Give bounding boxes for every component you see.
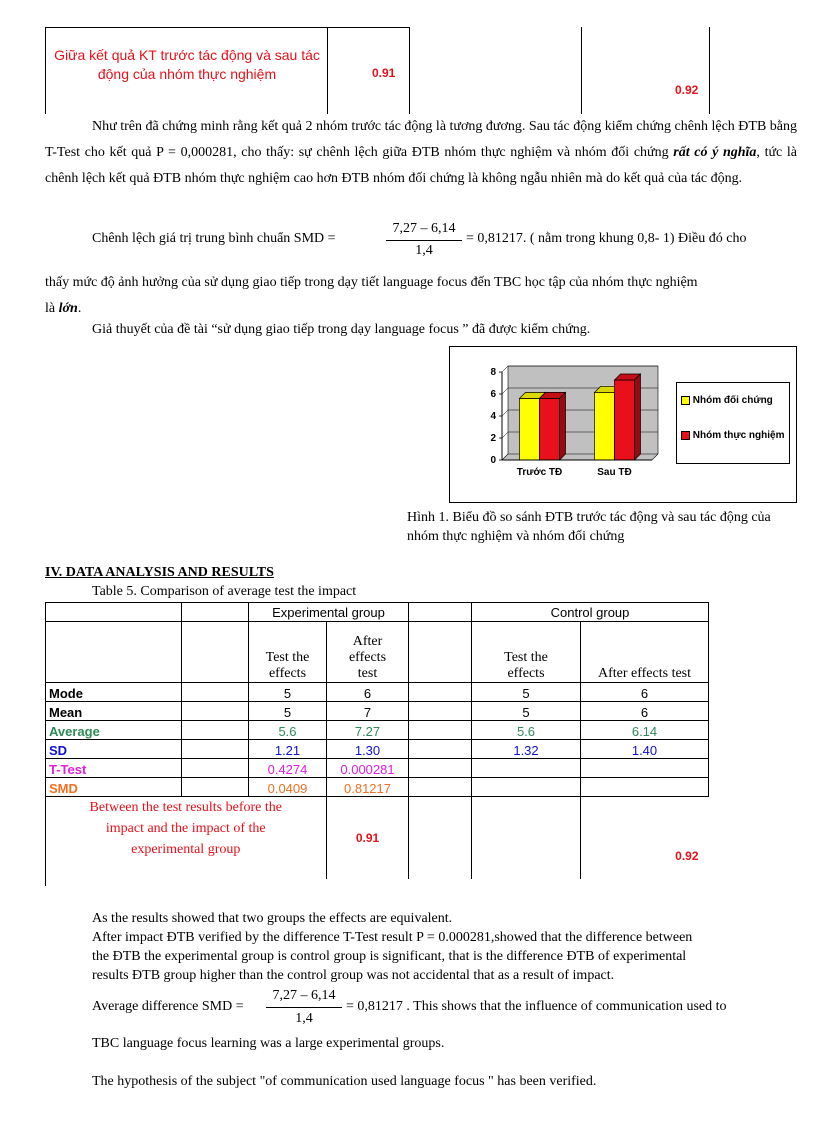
table-row-summary: [46, 797, 709, 880]
chart-categories: [517, 467, 632, 478]
en-line-5: TBC language focus learning was a large experimental groups.: [92, 1036, 445, 1051]
legend-label-control: Nhóm đối chứng: [692, 395, 773, 406]
header-ctrl-before: Test the effects: [472, 622, 581, 683]
en-smd-suffix: = 0,81217 . This shows that the influence of communication used to: [346, 999, 727, 1014]
chart-legend: [676, 382, 790, 464]
vn-p1-rest: , tức là chênh lệch kết quả ĐTB nhóm thực nghiệm cao hơn ĐTB nhóm đối chứng là không ngẫu nhiên mà do kết quả của tác động.: [45, 145, 797, 186]
bar-front: [520, 398, 540, 460]
vn-smd-prefix: Chênh lệch giá trị trung bình chuẩn SMD =: [92, 231, 336, 246]
y-tick-label: 6: [490, 389, 496, 400]
y-tick-label: 2: [490, 433, 496, 444]
y-tick-label: 4: [490, 411, 496, 422]
vn-paragraph-1: [45, 114, 797, 192]
vn-smd-suffix: = 0,81217. ( nằm trong khung 0,8- 1) Điều đó cho: [466, 231, 747, 246]
summary-exp-value: 0.91: [327, 797, 409, 880]
en-frac-numerator: 7,27 – 6,14: [272, 988, 336, 1003]
bar-side: [560, 392, 566, 460]
header-control-group: Control group: [472, 603, 709, 622]
figure-caption: Hình 1. Biểu đồ so sánh ĐTB trước tác động và sau tác động của nhóm thực nghiệm và nhóm đối chứng: [407, 510, 771, 544]
top-table-label: Giữa kết quả KT trước tác động và sau tác động của nhóm thực nghiệm: [54, 47, 320, 82]
header-exp-after: After effects test: [327, 622, 409, 683]
vn-p2-emphasis: lớn: [58, 301, 78, 316]
y-tick-label: 8: [490, 367, 496, 378]
table-row: SD 1.21 1.30 1.32 1.40: [46, 740, 709, 759]
section-title: IV. DATA ANALYSIS AND RESULTS: [45, 565, 274, 580]
legend-item-experimental: [681, 429, 785, 442]
legend-swatch-control: [681, 396, 690, 405]
vn-p2-end: .: [77, 301, 82, 316]
vn-paragraph-3: Giả thuyết của đề tài “sử dụng giao tiếp trong dạy language focus ” đã được kiểm chứng.: [92, 322, 591, 337]
bar: [540, 392, 566, 460]
vn-frac-numerator: 7,27 – 6,14: [392, 221, 456, 236]
x-category-label: Trước TĐ: [516, 467, 563, 478]
en-line-1: As the results showed that two groups the effects are equivalent.: [92, 911, 453, 926]
chart-frame: [449, 346, 797, 503]
top-table-ctrl-value: 0.92: [675, 83, 699, 97]
vn-p2-la: là: [45, 301, 59, 316]
vn-frac-denominator: 1,4: [415, 243, 433, 258]
summary-label: Between the test results before the impact and the impact of the experimental group: [46, 797, 327, 880]
header-experimental-group: Experimental group: [249, 603, 409, 622]
table-row: T-Test 0.4274 0.000281: [46, 759, 709, 778]
header-ctrl-after: After effects test: [581, 622, 709, 683]
en-line-6: The hypothesis of the subject "of communication used language focus " has been verified.: [92, 1074, 597, 1089]
top-table-exp-value: 0.91: [372, 66, 396, 80]
table5-caption: Table 5. Comparison of average test the impact: [92, 584, 357, 599]
legend-label-experimental: Nhóm thực nghiệm: [692, 430, 785, 441]
en-text: [92, 909, 797, 985]
gridline-slant: [502, 366, 508, 372]
header-exp-before: Test the effects: [249, 622, 327, 683]
table-row: Average 5.6 7.27 5.6 6.14: [46, 721, 709, 740]
bar-front: [540, 398, 560, 460]
legend-swatch-experimental: [681, 431, 690, 440]
vn-paragraph-2: [45, 270, 797, 322]
bar-front: [595, 392, 615, 460]
legend-item-control: [681, 395, 773, 406]
bar: [615, 374, 641, 460]
en-line-2: After impact ĐTB verified by the difference T-Test result P = 0.000281,showed that the difference between: [92, 930, 693, 945]
table-row: Mode 5 6 5 6: [46, 683, 709, 702]
vn-p1-text: Như trên đã chứng minh rằng kết quả 2 nhóm trước tác động là tương đương. Sau tác động kiểm chứng chênh lệch ĐTB bằng T-Test cho kết quả P = 0,000281, cho thấy: sự chênh lệch giữa ĐTB nhóm thực nghiệm và nhóm đối chứng: [45, 119, 797, 160]
gridline-slant: [502, 432, 508, 438]
en-smd-prefix: Average difference SMD =: [92, 999, 244, 1014]
summary-ctrl-value: 0.92: [581, 797, 709, 880]
table-row: SMD 0.0409 0.81217: [46, 778, 709, 797]
en-frac-denominator: 1,4: [295, 1011, 313, 1026]
x-category-label: Sau TĐ: [597, 467, 632, 478]
en-line-3: the ĐTB the experimental group is control group is significant, that is the difference ĐTB of experimental: [92, 949, 687, 964]
vn-p1-emphasis: rất có ý nghĩa: [673, 145, 757, 160]
vn-p2-text: thấy mức độ ảnh hưởng của sử dụng giao tiếp trong dạy tiết language focus đến TBC học tập của nhóm thực nghiệm: [45, 275, 698, 290]
gridline-slant: [502, 410, 508, 416]
comparison-table: [45, 602, 709, 879]
en-line-4: results ĐTB group higher than the control group was not accidental that as a result of impact.: [92, 968, 615, 983]
bar-side: [635, 374, 641, 460]
gridline-slant: [502, 388, 508, 394]
y-tick-label: 0: [490, 455, 496, 466]
table-row: Mean 5 7 5 6: [46, 702, 709, 721]
bar-front: [615, 380, 635, 460]
